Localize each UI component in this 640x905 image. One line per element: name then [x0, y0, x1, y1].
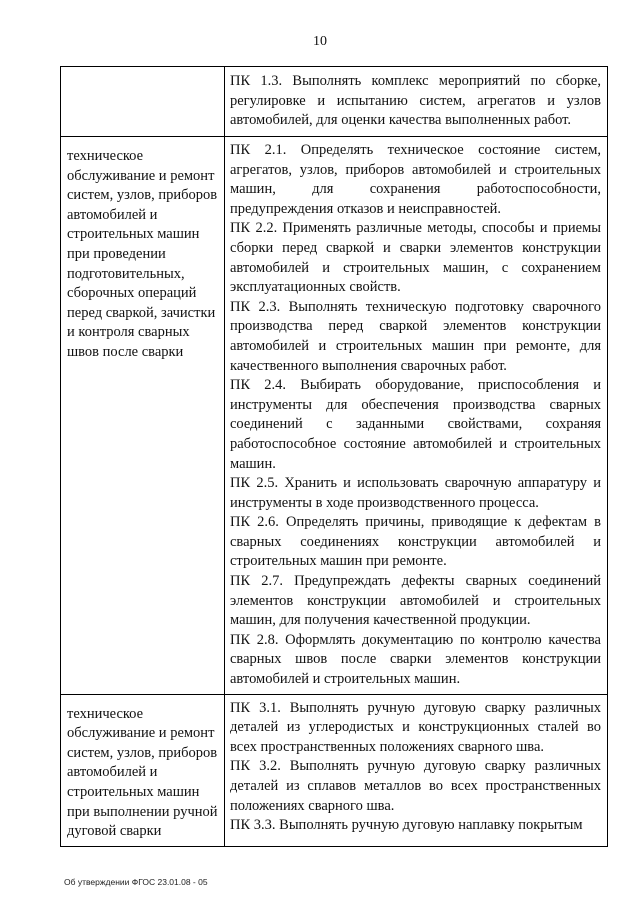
activity-cell: техническое обслуживание и ремонт систем, узлов, приборов автомобилей и строительных машин при выполнении ручной дуговой сварки — [61, 694, 225, 846]
page-number: 10 — [313, 34, 327, 49]
competency-item: ПК 2.3. Выполнять техническую подготовку сварочного производства перед сваркой элементов конструкции автомобилей и строительных машин при ремонте, для качественного выполнения сварочных работ. — [230, 298, 601, 374]
competency-item: ПК 2.5. Хранить и использовать сварочную аппаратуру и инструменты в ходе производственного процесса. — [230, 475, 601, 511]
competency-item: ПК 2.1. Определять техническое состояние систем, агрегатов, узлов, приборов автомобилей и строительных машин, для сохранения работоспособности, предупреждения отказов и неисправностей. — [230, 142, 601, 217]
competency-item: ПК 3.2. Выполнять ручную дуговую сварку различных деталей из сплавов металлов во всех пространственных положениях сварного шва. — [230, 758, 601, 814]
competencies-cell — [225, 694, 608, 846]
competency-item: ПК 3.3. Выполнять ручную дуговую наплавку покрытым — [230, 817, 583, 834]
table-row — [61, 67, 608, 137]
competency-item: ПК 2.2. Применять различные методы, способы и приемы сборки перед сваркой и сварки элементов конструкции автомобилей и строительных машин, с сохранением эксплуатационных свойств. — [230, 220, 601, 296]
competencies-table — [60, 66, 608, 847]
table-row — [61, 137, 608, 695]
competency-item: ПК 3.1. Выполнять ручную дуговую сварку различных деталей из углеродистых и конструкционных сталей во всех пространственных положениях сварного шва. — [230, 699, 601, 755]
competency-item: ПК 2.6. Определять причины, приводящие к дефектам в сварных соединениях конструкции автомобилей и строительных машин при ремонте. — [230, 514, 601, 570]
activity-cell — [61, 67, 225, 137]
competency-item: ПК 2.7. Предупреждать дефекты сварных соединений элементов конструкции автомобилей и строительных машин, для получения качественной продукции. — [230, 573, 601, 629]
competency-item: ПК 1.3. Выполнять комплекс мероприятий по сборке, регулировке и испытанию систем, агрегатов и узлов автомобилей, для оценки качества выполненных работ. — [230, 73, 601, 129]
table-row — [61, 694, 608, 846]
competencies-cell — [225, 67, 608, 137]
footer-note: Об утверждении ФГОС 23.01.08 - 05 — [64, 877, 208, 887]
competency-item: ПК 2.4. Выбирать оборудование, приспособления и инструменты для обеспечения производства сварных соединений с заданными свойствами, сохраняя работоспособное состояние автомобилей и строительных машин. — [230, 377, 601, 472]
activity-cell: техническое обслуживание и ремонт систем, узлов, приборов автомобилей и строительных машин при проведении подготовительных, сборочных операций перед сваркой, зачистки и контроля сварных швов после сварки — [61, 137, 225, 695]
cell-content — [230, 699, 601, 841]
competency-item: ПК 2.8. Оформлять документацию по контролю качества сварных швов после сварки элементов конструкции автомобилей и строительных машин. — [230, 631, 601, 688]
competencies-cell — [225, 137, 608, 695]
